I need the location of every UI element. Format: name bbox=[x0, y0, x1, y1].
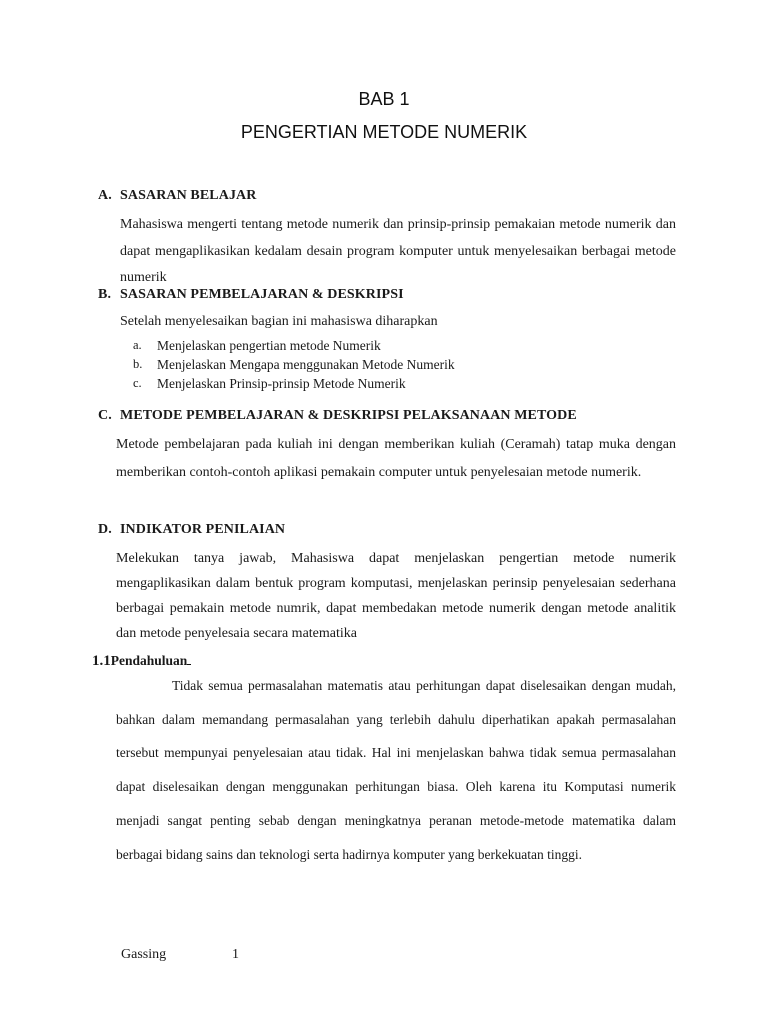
list-item bbox=[133, 355, 455, 374]
objectives-list bbox=[133, 336, 455, 393]
subsection-number: 1.1 bbox=[92, 653, 111, 669]
section-a-title: SASARAN BELAJAR bbox=[120, 188, 257, 203]
list-item bbox=[133, 336, 455, 355]
section-b-text: Setelah menyelesaikan bagian ini mahasiswa diharapkan bbox=[120, 314, 438, 329]
subsection-heading bbox=[92, 652, 191, 670]
subsection-paragraph: Tidak semua permasalahan matematis atau perhitungan dapat diselesaikan dengan mudah, bahkan dalam memandang permasalahan yang terlebih dahulu diperhatikan apakah permasalahan tersebut mempunyai penyelesaian atau tidak. Hal ini menjelaskan bahwa tidak semua permasalahan dapat diselesaikan dengan menggunakan perhitungan biasa. Oleh karena itu Komputasi numerik menjadi sangat penting sebab dengan meningkatnya peranan metode-metode matematika dalam berbagai bidang sains dan teknologi serta hadirnya komputer yang berkekuatan tinggi. bbox=[116, 678, 676, 862]
section-a-text: Mahasiswa mengerti tentang metode numerik dan prinsip-prinsip pemakaian metode numerik dan dapat mengaplikasikan kedalam desain program komputer untuk menyelesaikan berbagai metode numerik bbox=[120, 217, 676, 285]
section-b-heading bbox=[98, 287, 404, 303]
section-c-heading bbox=[98, 408, 577, 424]
section-c-text: Metode pembelajaran pada kuliah ini dengan memberikan kuliah (Ceramah) tatap muka dengan memberikan contoh-contoh aplikasi pemakain computer untuk penyelesaian metode numerik. bbox=[116, 437, 676, 480]
section-d-title: INDIKATOR PENILAIAN bbox=[120, 522, 286, 537]
heading-underline bbox=[187, 652, 191, 665]
section-c-title: METODE PEMBELAJARAN & DESKRIPSI PELAKSANAAN METODE bbox=[120, 408, 577, 423]
list-item-text: Menjelaskan pengertian metode Numerik bbox=[157, 338, 381, 353]
list-marker: a. bbox=[133, 338, 142, 352]
list-marker: c. bbox=[133, 376, 142, 390]
section-d-heading bbox=[98, 522, 285, 538]
section-d-label: D. bbox=[98, 522, 112, 537]
list-item-text: Menjelaskan Prinsip-prinsip Metode Numerik bbox=[157, 376, 406, 391]
list-item bbox=[133, 374, 455, 393]
subsection-title: Pendahuluan bbox=[110, 653, 188, 668]
footer-page-number: 1 bbox=[232, 947, 239, 962]
list-marker: b. bbox=[133, 357, 143, 371]
section-b-title: SASARAN PEMBELAJARAN & DESKRIPSI bbox=[120, 287, 404, 302]
subsection-text bbox=[116, 669, 676, 871]
section-a-heading bbox=[98, 188, 256, 204]
section-a-label: A. bbox=[98, 188, 112, 203]
section-b-label: B. bbox=[98, 287, 112, 302]
list-item-text: Menjelaskan Mengapa menggunakan Metode Numerik bbox=[157, 357, 455, 372]
footer-author: Gassing bbox=[121, 947, 167, 962]
section-d-text: Melekukan tanya jawab, Mahasiswa dapat menjelaskan pengertian metode numerik mengaplikasikan dalam bentuk program komputasi, menjelaskan perinsip penyelesaian sederhana berbagai pemakain metode numrik, dapat membedakan metode numerik dengan metode analitik dan metode penyelesaia secara matematika bbox=[116, 551, 676, 641]
section-c-label: C. bbox=[98, 408, 112, 423]
chapter-title: PENGERTIAN METODE NUMERIK bbox=[240, 122, 528, 142]
chapter-label: BAB 1 bbox=[358, 89, 410, 109]
